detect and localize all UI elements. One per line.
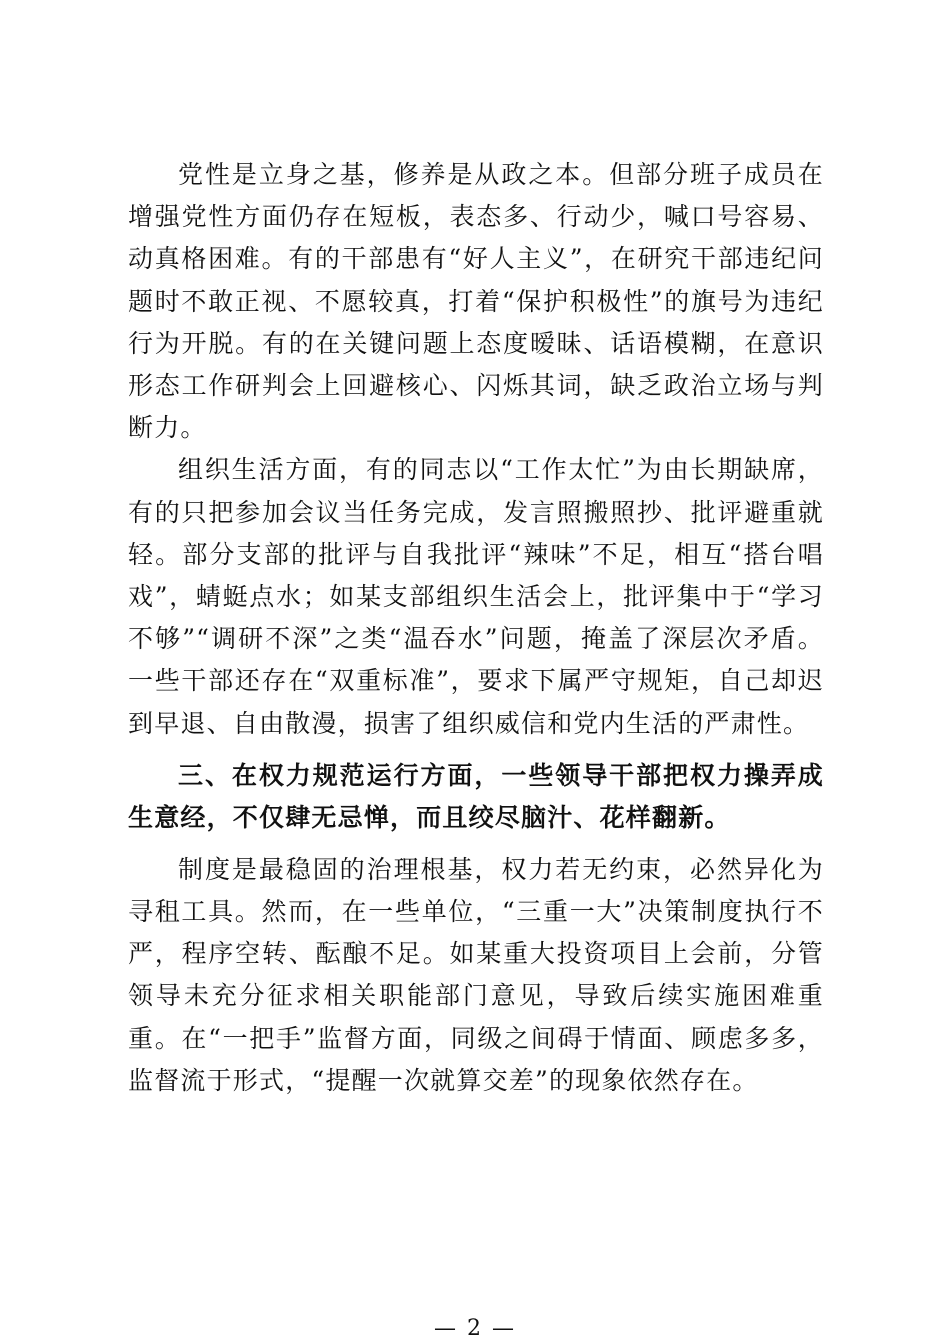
paragraph-party-spirit: 党性是立身之基，修养是从政之本。但部分班子成员在增强党性方面仍存在短板，表态多、行动少，喊口号容易、动真格困难。有的干部患有“好人主义”，在研究干部违纪问题时不敢正视、不愿较真，打着“保护积极性”的旗号为违纪行为开脱。有的在关键问题上态度暧昧、话语模糊，在意识形态工作研判会上回避核心、闪烁其词，缺乏政治立场与判断力。 <box>128 160 824 443</box>
section-heading-power-operation: 三、在权力规范运行方面，一些领导干部把权力操弄成生意经，不仅肆无忌惮，而且绞尽脑汁、花样翻新。 <box>128 760 824 832</box>
page-number: — 2 — <box>434 1316 516 1341</box>
paragraph-system-rules: 制度是最稳固的治理根基，权力若无约束，必然异化为寻租工具。然而，在一些单位，“三重一大”决策制度执行不严，程序空转、酝酿不足。如某重大投资项目上会前，分管领导未充分征求相关职能部门意见，导致后续实施困难重重。在“一把手”监督方面，同级之间碍于情面、顾虑多多，监督流于形式，“提醒一次就算交差”的现象依然存在。 <box>128 854 824 1095</box>
document-body <box>128 154 824 1102</box>
paragraph-organization-life: 组织生活方面，有的同志以“工作太忙”为由长期缺席，有的只把参加会议当任务完成，发言照搬照抄、批评避重就轻。部分支部的批评与自我批评“辣味”不足，相互“搭台唱戏”，蜻蜓点水；如某支部组织生活会上，批评集中于“学习不够”“调研不深”之类“温吞水”问题，掩盖了深层次矛盾。一些干部还存在“双重标准”，要求下属严守规矩，自己却迟到早退、自由散漫，损害了组织威信和党内生活的严肃性。 <box>128 455 824 738</box>
